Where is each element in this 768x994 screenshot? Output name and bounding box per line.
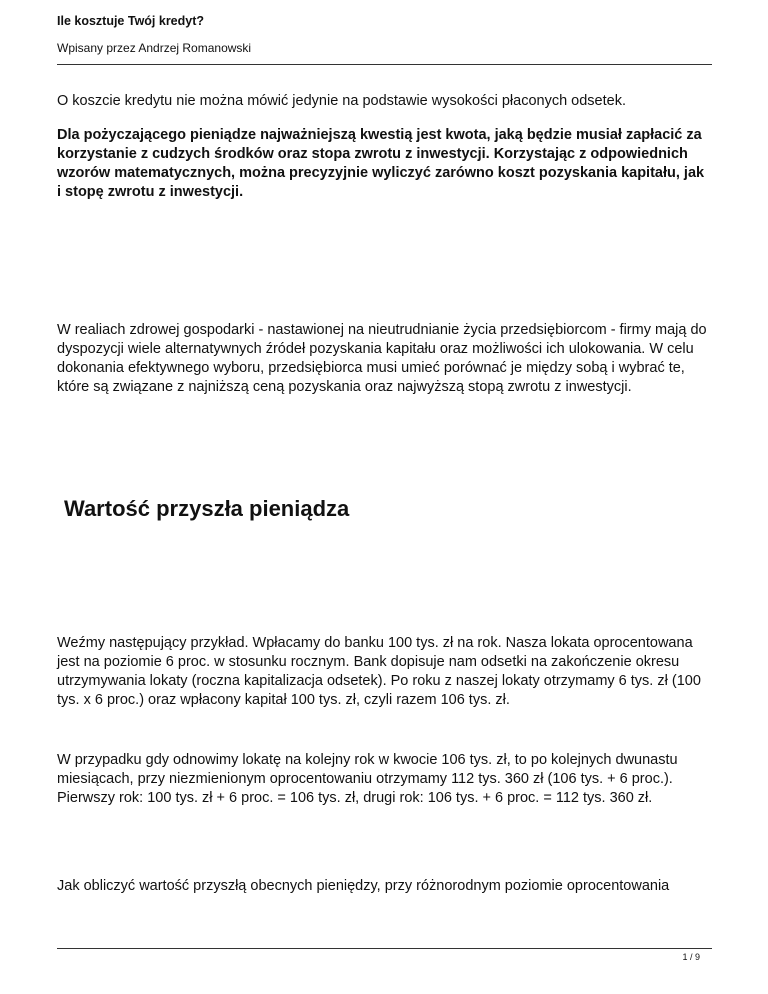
body-paragraph-2: Weźmy następujący przykład. Wpłacamy do banku 100 tys. zł na rok. Nasza lokata oprocentowana jest na poziomie 6 proc. w stosunku rocznym. Bank dopisuje nam odsetki na zakończenie okresu utrzymywania lokaty (roczna kapitalizacja odsetek). Po roku z naszej lokaty otrzymamy 6 tys. zł (100 tys. x 6 proc.) oraz wpłacony kapitał 100 tys. zł, czyli razem 106 tys. zł. bbox=[57, 635, 701, 708]
page-number: 1 / 9 bbox=[682, 952, 700, 962]
body-paragraph-3: W przypadku gdy odnowimy lokatę na kolejny rok w kwocie 106 tys. zł, to po kolejnych dwunastu miesiącach, przy niezmienionym oprocentowaniu otrzymamy 112 tys. 360 zł (106 tys. + 6 proc.). Pierwszy rok: 100 tys. zł + 6 proc. = 106 tys. zł, drugi rok: 106 tys. + 6 proc. = 112 tys. 360 zł. bbox=[57, 752, 678, 806]
header-divider bbox=[57, 64, 712, 65]
intro-paragraph: O koszcie kredytu nie można mówić jedynie na podstawie wysokości płaconych odsetek. bbox=[57, 93, 626, 109]
body-paragraph-4: Jak obliczyć wartość przyszłą obecnych pieniędzy, przy różnorodnym poziomie oprocentowania bbox=[57, 878, 670, 894]
author-line: Wpisany przez Andrzej Romanowski bbox=[57, 41, 252, 55]
body-paragraph-1: W realiach zdrowej gospodarki - nastawionej na nieutrudnianie życia przedsiębiorcom - firmy mają do dyspozycji wiele alternatywnych źródeł pozyskania kapitału oraz możliwości ich ulokowania. W celu dokonania efektywnego wyboru, przedsiębiorca musi umieć porównać je między sobą i wybrać te, które są związane z najniższą ceną pozyskania oraz najwyższą stopą zwrotu z inwestycji. bbox=[57, 322, 707, 395]
lead-paragraph: Dla pożyczającego pieniądze najważniejszą kwestią jest kwota, jaką będzie musiał zapłacić za korzystanie z cudzych środków oraz stopa zwrotu z inwestycji. Korzystając z odpowiednich wzorów matematycznych, można precyzyjnie wyliczyć zarówno koszt pozyskania kapitału, jak i stopę zwrotu z inwestycji. bbox=[57, 127, 705, 200]
section-heading: Wartość przyszła pieniądza bbox=[64, 496, 350, 521]
footer-divider bbox=[57, 948, 712, 949]
page-header bbox=[57, 12, 712, 56]
document-title: Ile kosztuje Twój kredyt? bbox=[57, 14, 205, 28]
